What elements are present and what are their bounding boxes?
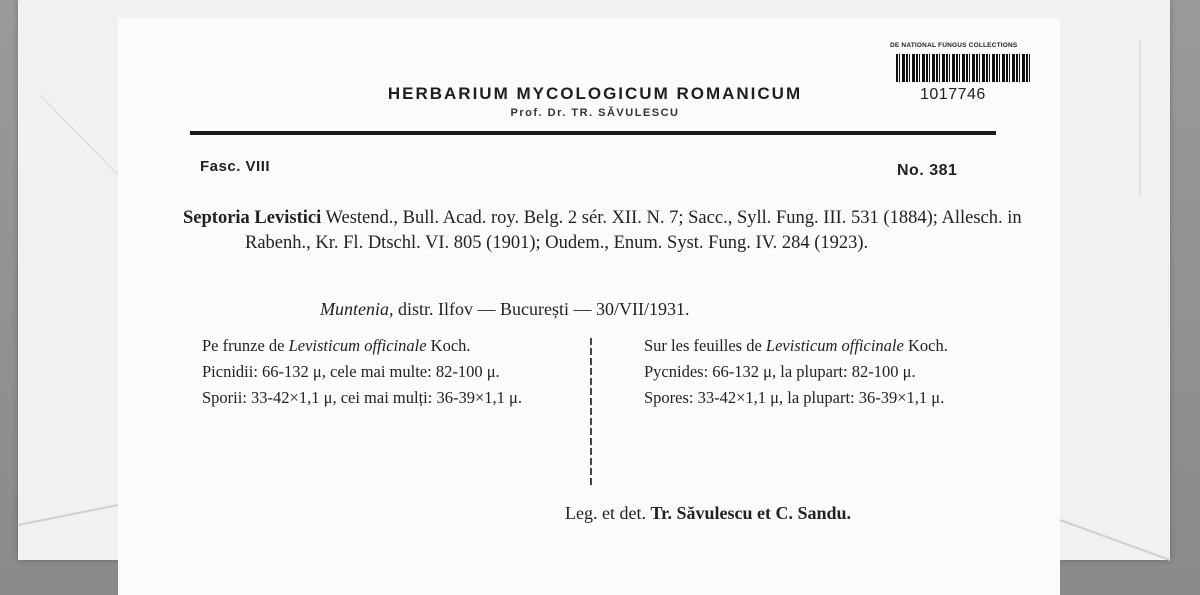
romanian-description <box>180 335 564 413</box>
french-host-prefix: Sur les feuilles de <box>644 336 762 355</box>
french-host-suffix: Koch. <box>907 336 948 355</box>
taxon-name: Septoria Levistici <box>183 208 322 228</box>
french-description <box>622 335 1002 413</box>
citation-text: Westend., Bull. Acad. roy. Belg. 2 sér. XII. N. 7; Sacc., Syll. Fung. III. 531 (1884); Allesch. in Rabenh., Kr. Fl. Dtschl. VI. 805 (1901); Oudem., Enum. Syst. Fung. IV. 284 (1923). <box>245 208 1022 253</box>
column-divider <box>590 338 592 486</box>
french-pycnidia: Pycnides: 66-132 μ, la plupart: 82-100 μ. <box>644 362 916 381</box>
collector-line <box>565 503 1005 524</box>
accession-number: 1017746 <box>920 86 986 103</box>
romanian-host-suffix: Koch. <box>430 336 471 355</box>
taxon-citation <box>183 206 1071 256</box>
barcode-icon <box>896 54 1031 82</box>
french-spores: Spores: 33-42×1,1 μ, la plupart: 36-39×1,1 μ. <box>644 388 945 407</box>
collector-names: Tr. Săvulescu et C. Sandu. <box>650 503 852 523</box>
barcode-label <box>890 42 1035 108</box>
french-host <box>622 335 1002 357</box>
fascicle-label: Fasc. VIII <box>200 158 271 175</box>
herbarium-title: HERBARIUM MYCOLOGICUM ROMANICUM <box>387 84 803 103</box>
romanian-host-prefix: Pe frunze de <box>202 336 285 355</box>
specimen-number: No. 381 <box>897 162 958 179</box>
locality-line <box>320 299 880 320</box>
french-host-latin: Levisticum officinale <box>765 336 904 355</box>
herbarium-director: Prof. Dr. TR. SĂVULESCU <box>510 107 680 119</box>
barcode-caption: DE NATIONAL FUNGUS COLLECTIONS <box>890 42 1018 49</box>
romanian-pycnidia: Picnidii: 66-132 μ, cele mai multe: 82-100 μ. <box>202 362 500 381</box>
collector-prefix: Leg. et det. <box>565 503 646 523</box>
header-rule <box>190 131 996 135</box>
romanian-host-latin: Levisticum officinale <box>288 336 427 355</box>
romanian-spores: Sporii: 33-42×1,1 μ, cei mai mulți: 36-39×1,1 μ. <box>202 388 522 407</box>
locality-region: Muntenia, <box>320 299 394 319</box>
locality-details: distr. Ilfov — București — 30/VII/1931. <box>398 299 690 319</box>
romanian-host <box>180 335 564 357</box>
